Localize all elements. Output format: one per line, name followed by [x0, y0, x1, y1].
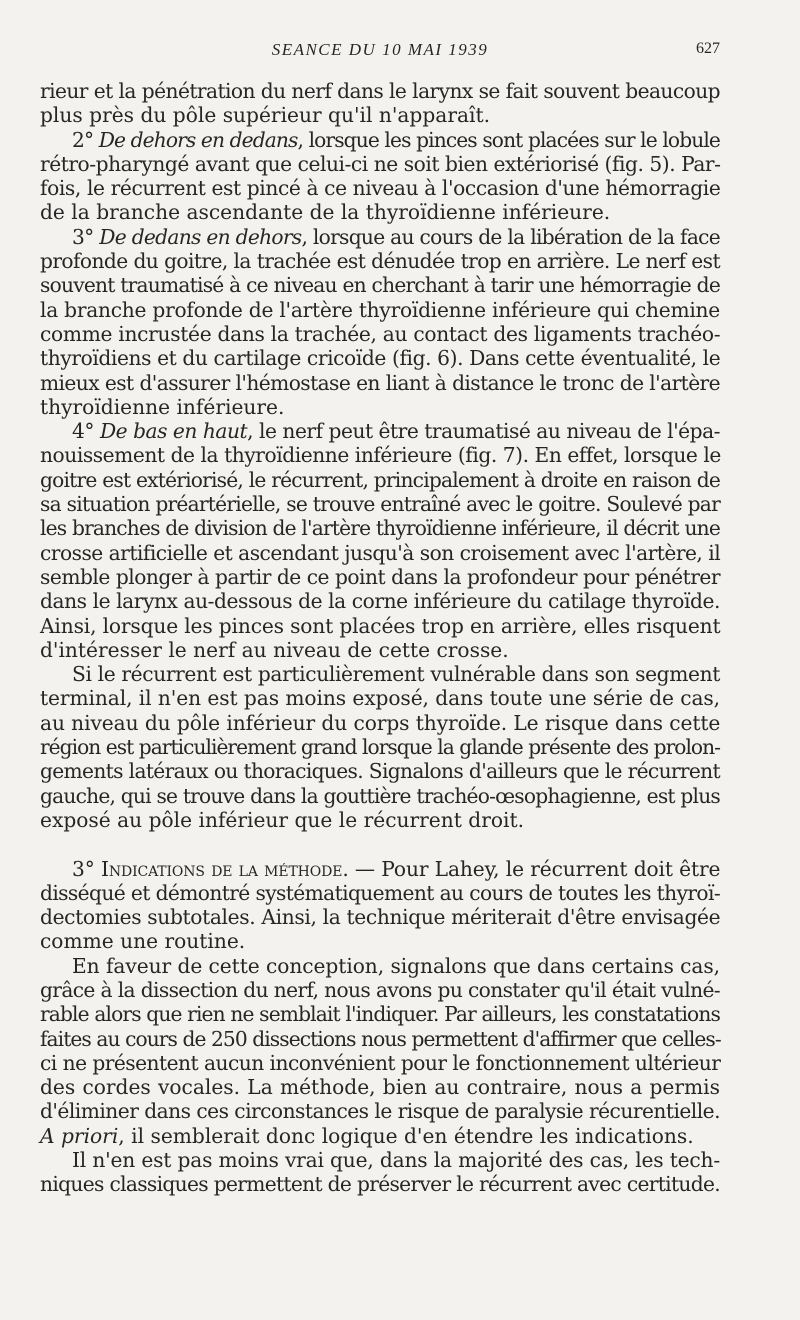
text-line: faites au cours de 250 dissections nous permettent d'affirmer que celles- — [40, 1026, 721, 1051]
text-line: goitre est extériorisé, le récurrent, principalement à droite en raison de — [40, 467, 720, 492]
text-line: thyroïdienne inférieure. — [40, 394, 285, 419]
section-4-title: De bas en haut — [99, 419, 248, 444]
text-line: exposé au pôle inférieur que le récurrent droit. — [40, 807, 524, 832]
a-priori-term: A priori — [40, 1123, 119, 1148]
text-line: la branche profonde de l'artère thyroïdienne inférieure qui chemine — [40, 297, 720, 322]
text-line: Ainsi, lorsque les pinces sont placées trop en arrière, elles risquent — [40, 613, 721, 638]
indications-title: Indications de la méthode. — [101, 856, 349, 881]
text-line: mieux est d'assurer l'hémostase en liant à distance le tronc de l'artère — [40, 370, 720, 395]
text-line: Il n'en est pas moins vrai que, dans la majorité des cas, les tech- — [72, 1148, 720, 1173]
section-2-title: De dehors en dedans — [98, 127, 298, 152]
paragraph-gap — [40, 832, 720, 856]
text-line: dectomies subtotales. Ainsi, la technique mériterait d'être envisagée — [40, 905, 721, 930]
section-3-heading-line: 3° De dedans en dehors, lorsque au cours de la libération de la face — [72, 224, 720, 249]
text-line: d'intéresser le nerf au niveau de cette crosse. — [40, 637, 509, 662]
indications-heading-line: 3° Indications de la méthode. — Pour Lahey, le récurrent doit être — [72, 856, 721, 881]
text-line: niques classiques permettent de préserver le récurrent avec certitude. — [40, 1172, 720, 1197]
page-number: 627 — [696, 40, 720, 57]
body-text — [40, 79, 720, 1197]
text-line: des cordes vocales. La méthode, bien au contraire, nous a permis — [40, 1075, 720, 1100]
text-line: les branches de division de l'artère thyroïdienne inférieure, il décrit une — [40, 516, 720, 541]
text-line: de la branche ascendante de la thyroïdienne inférieure. — [40, 200, 611, 225]
text-line: plus près du pôle supérieur qu'il n'apparaît. — [40, 103, 490, 128]
section-4-heading-line: 4° De bas en haut, le nerf peut être traumatisé au niveau de l'épa- — [72, 419, 720, 444]
text-line: région est particulièrement grand lorsque la glande présente des prolon- — [40, 735, 720, 760]
text-line: au niveau du pôle inférieur du corps thyroïde. Le risque dans cette — [40, 710, 721, 735]
text-line: comme une routine. — [40, 929, 246, 954]
section-3-title: De dedans en dehors — [99, 224, 302, 249]
text-line: sa situation préartérielle, se trouve entraîné avec le goitre. Soulevé par — [40, 492, 720, 517]
text-line: En faveur de cette conception, signalons que dans certains cas, — [72, 953, 721, 978]
text-line: comme incrustée dans la trachée, au contact des ligaments trachéo- — [40, 321, 721, 346]
text-line: gauche, qui se trouve dans la gouttière trachéo-œsophagienne, est plus — [40, 783, 720, 808]
running-title: SEANCE DU 10 MAI 1939 — [271, 40, 489, 59]
section-2-heading-line: 2° De dehors en dedans, lorsque les pinces sont placées sur le lobule — [72, 127, 720, 152]
text-line: gements latéraux ou thoraciques. Signalons d'ailleurs que le récurrent — [40, 759, 720, 784]
text-line: disséqué et démontré systématiquement au cours de toutes les thyroï- — [40, 880, 721, 905]
text-line: dans le larynx au-dessous de la corne inférieure du catilage thyroïde. — [40, 589, 720, 614]
text-line: crosse artificielle et ascendant jusqu'à son croisement avec l'artère, il — [40, 540, 721, 565]
text-line: Si le récurrent est particulièrement vulnérable dans son segment — [72, 662, 720, 687]
page-header — [40, 40, 720, 64]
text-line: fois, le récurrent est pincé à ce niveau à l'occasion d'une hémorragie — [40, 176, 721, 201]
text-line: ci ne présentent aucun inconvénient pour le fonctionnement ultérieur — [40, 1050, 721, 1075]
text-line: semble plonger à partir de ce point dans la profondeur pour pénétrer — [40, 564, 720, 589]
text-line: grâce à la dissection du nerf, nous avons pu constater qu'il était vulné- — [40, 977, 720, 1002]
text-line: thyroïdiens et du cartilage cricoïde (fig. 6). Dans cette éventualité, le — [40, 346, 721, 371]
text-line: profonde du goitre, la trachée est dénudée trop en arrière. Le nerf est — [40, 249, 720, 274]
text-line: terminal, il n'en est pas moins exposé, dans toute une série de cas, — [40, 686, 720, 711]
text-line: souvent traumatisé à ce niveau en cherchant à tarir une hémorragie de — [40, 273, 720, 298]
text-line: rétro-pharyngé avant que celui-ci ne soit bien extériorisé (fig. 5). Par- — [40, 151, 721, 176]
text-line: rieur et la pénétration du nerf dans le larynx se fait souvent beaucoup — [40, 79, 720, 103]
text-line: rable alors que rien ne semblait l'indiquer. Par ailleurs, les constatations — [40, 1002, 720, 1027]
text-line: d'éliminer dans ces circonstances le risque de paralysie récurentielle. — [40, 1099, 720, 1124]
text-line: nouissement de la thyroïdienne inférieure (fig. 7). En effet, lorsque le — [40, 443, 721, 468]
a-priori-line: A priori, il semblerait donc logique d'en étendre les indications. — [40, 1123, 694, 1148]
